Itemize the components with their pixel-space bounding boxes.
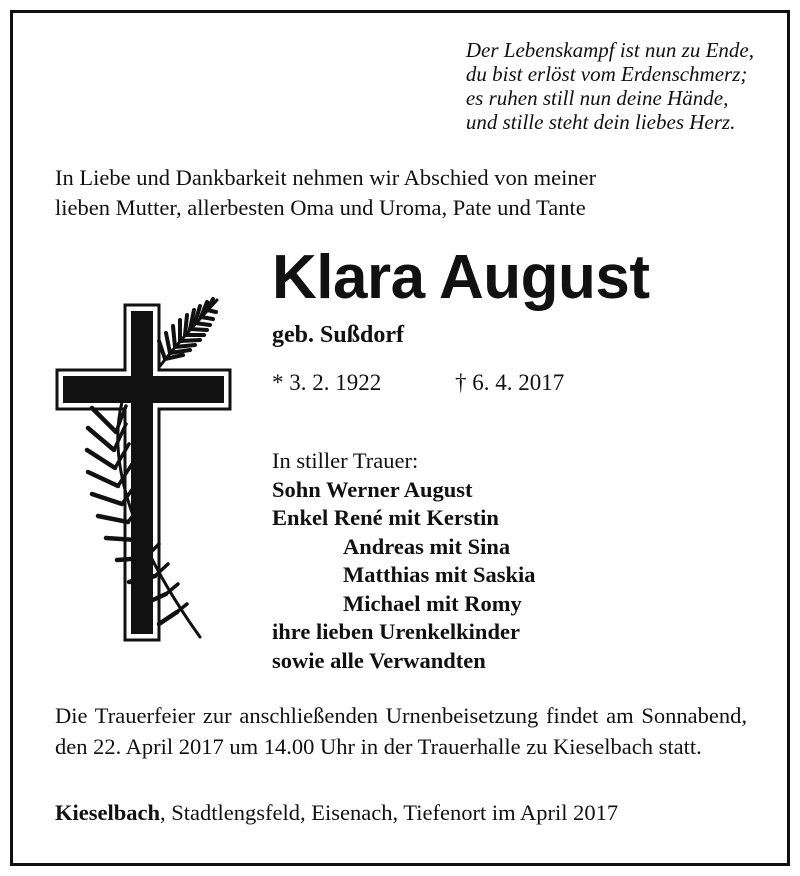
life-dates bbox=[272, 370, 565, 396]
ceremony-info: Die Trauerfeier zur anschließenden Urnenbeisetzung findet am Sonnabend, den 22. April 2017 um 14.00 Uhr in der Trauerhalle zu Kieselbach statt. bbox=[55, 703, 747, 759]
poem-line: du bist erlöst vom Erdenschmerz; bbox=[465, 62, 748, 86]
palm-frond-top-icon bbox=[159, 299, 217, 366]
poem-line: Der Lebenskampf ist nun zu Ende, bbox=[465, 38, 754, 62]
signature-line bbox=[55, 800, 618, 826]
signature-place: Kieselbach bbox=[55, 800, 160, 825]
intro-line: In Liebe und Dankbarkeit nehmen wir Abschied von meiner bbox=[55, 165, 597, 190]
cross-with-palm-branch-icon bbox=[52, 292, 242, 652]
birth-date: * 3. 2. 1922 bbox=[272, 370, 382, 395]
mourner-line: Enkel René mit Kerstin bbox=[272, 505, 499, 530]
poem-line: es ruhen still nun deine Hände, bbox=[465, 86, 729, 110]
poem-line: und stille steht dein liebes Herz. bbox=[465, 110, 736, 134]
mourners-list bbox=[272, 447, 536, 675]
deceased-name: Klara August bbox=[272, 243, 650, 312]
mourner-line: sowie alle Verwandten bbox=[272, 647, 486, 673]
poem bbox=[466, 38, 754, 134]
mourner-line: Michael mit Romy bbox=[343, 590, 522, 616]
mourner-line: Andreas mit Sina bbox=[343, 533, 511, 559]
intro-text bbox=[55, 163, 596, 223]
maiden-name: geb. Sußdorf bbox=[272, 322, 405, 348]
cross-icon bbox=[57, 305, 230, 640]
mourner-line: ihre lieben Urenkelkinder bbox=[272, 619, 520, 644]
mourner-line: Matthias mit Saskia bbox=[343, 562, 536, 587]
intro-line: lieben Mutter, allerbesten Oma und Uroma, Pate und Tante bbox=[55, 195, 586, 220]
mourners-heading: In stiller Trauer: bbox=[272, 448, 419, 473]
death-date: † 6. 4. 2017 bbox=[455, 370, 565, 395]
mourner-line: Sohn Werner August bbox=[272, 476, 473, 502]
signature-rest: , Stadtlengsfeld, Eisenach, Tiefenort im April 2017 bbox=[160, 800, 619, 825]
